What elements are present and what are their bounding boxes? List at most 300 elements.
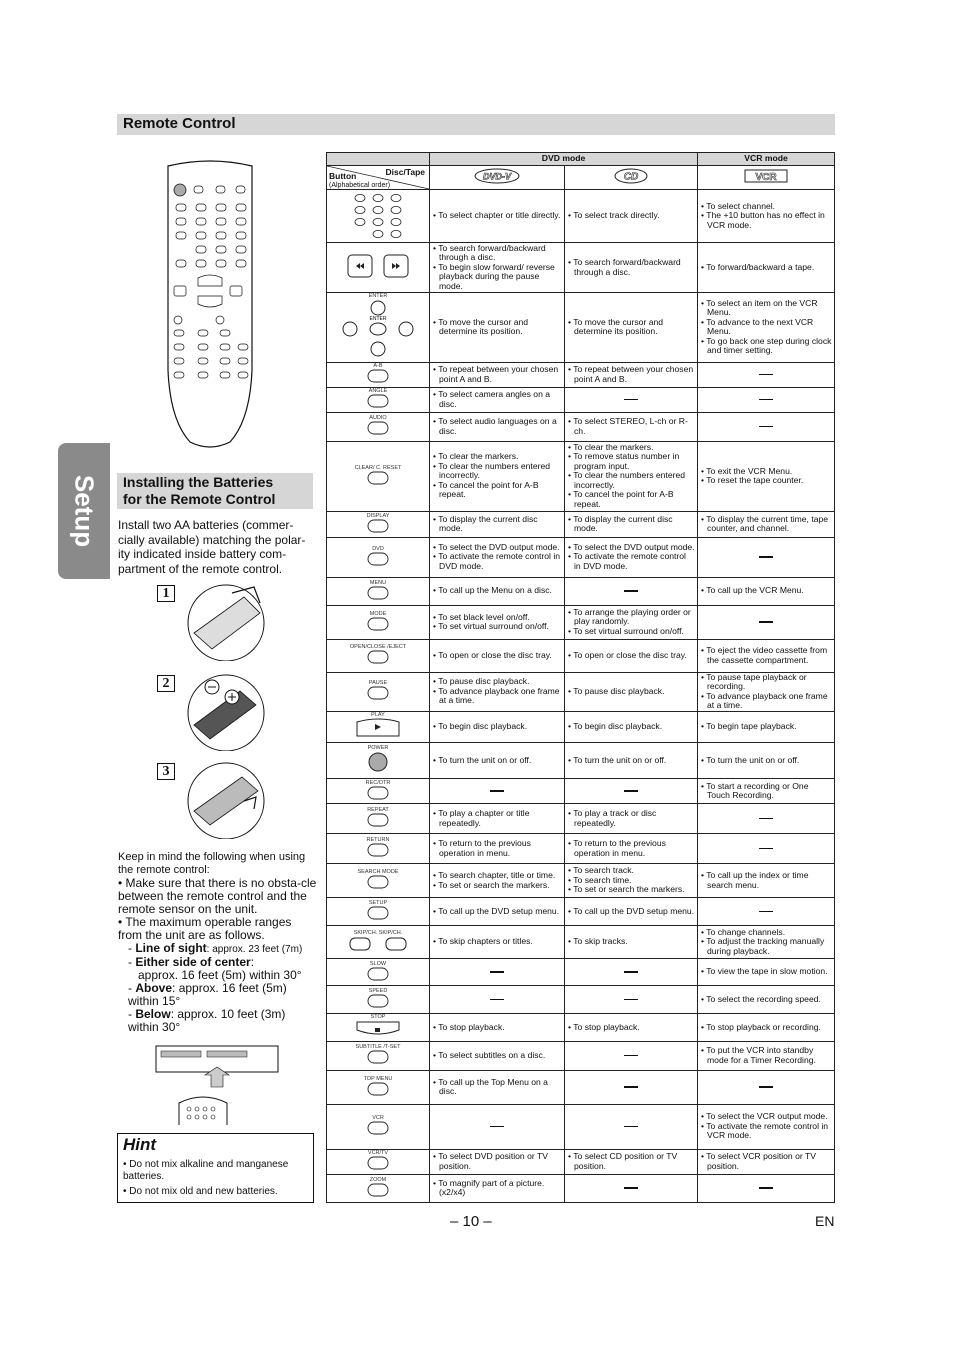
cell-dvd-text: • To call up the DVD setup menu. [433, 905, 560, 916]
battery-step-2-illustration [184, 673, 268, 751]
button-cell [327, 1041, 430, 1070]
range-above: - Above: approx. 16 feet (5m) within 15° [128, 981, 287, 1008]
button-label: SKIP/CH. SKIP/CH. [353, 929, 403, 936]
cell-vcr [698, 1070, 835, 1104]
table-row [327, 986, 835, 1014]
button-cell [327, 672, 430, 711]
cell-dvd [430, 412, 565, 441]
cell-cd [565, 605, 698, 639]
button-label: DVD [372, 545, 384, 552]
batteries-heading [117, 473, 313, 509]
button-cell [327, 577, 430, 605]
cell-cd-text: • To call up the DVD setup menu. [568, 905, 695, 916]
hint-title: Hint [123, 1135, 157, 1154]
cell-cd [565, 412, 698, 441]
header-dvd-mode: DVD mode [430, 153, 698, 166]
table-row [327, 959, 835, 986]
cell-dvd-text: • To search chapter, title or time. • To set or search the markers. [433, 870, 556, 890]
cell-cd-text: • To search track. • To search time. • To set or search the markers. [568, 865, 685, 895]
cell-dvd [430, 986, 565, 1014]
remote-button-icon [367, 592, 389, 602]
cell-dvd-text: • To select subtitles on a disc. [433, 1049, 546, 1060]
page-number: – 10 – [450, 1213, 492, 1230]
cell-dvd [430, 1174, 565, 1202]
cell-dvd-text: • To select audio languages on a disc. [433, 416, 557, 436]
usage-notes [118, 851, 318, 1034]
remote-button-icon [340, 316, 416, 361]
remote-button-icon [367, 623, 389, 633]
cell-vcr [698, 1174, 835, 1202]
remote-button-icon [367, 881, 389, 891]
table-row [327, 1104, 835, 1149]
button-label: REPEAT [367, 807, 389, 814]
table-row [327, 743, 835, 779]
batteries-heading-line1: Installing the Batteries [123, 474, 274, 490]
button-cell [327, 779, 430, 804]
cell-dvd-text: • To call up the Menu on a disc. [433, 585, 552, 596]
range-below: - Below: approx. 10 feet (3m) within 30° [128, 1007, 286, 1034]
cell-dvd-text: • To set black level on/off. • To set virtual surround on/off. [433, 611, 549, 631]
cell-cd-text: • To move the cursor and determine its position. [568, 316, 664, 337]
remote-button-icon [367, 477, 389, 487]
cell-dvd [430, 190, 565, 243]
not-applicable-dash [624, 1126, 638, 1128]
button-cell [327, 986, 430, 1014]
button-cell [327, 362, 430, 387]
remote-button-icon [355, 732, 401, 742]
button-cell [327, 1104, 430, 1149]
button-cell [327, 387, 430, 412]
cell-dvd [430, 293, 565, 363]
button-label: SLOW [369, 960, 387, 967]
notes-lead: Keep in mind the following when using the remote control: [118, 851, 306, 876]
range-below-label: Below [135, 1007, 171, 1021]
button-label: REC/OTR [365, 779, 391, 786]
button-cell [327, 926, 430, 959]
cell-vcr-text: • To start a recording or One Touch Recording. [701, 780, 809, 800]
cell-dvd [430, 834, 565, 864]
cell-dvd-text: • To clear the markers. • To clear the numbers entered incorrectly. • To cancel the point for A-B repeat. [433, 451, 551, 500]
remote-button-icon [367, 1127, 389, 1137]
not-applicable-dash [624, 590, 638, 592]
button-cell [327, 864, 430, 898]
cell-dvd-text: • To turn the unit on or off. [433, 754, 532, 765]
cell-vcr [698, 1149, 835, 1174]
button-cell [327, 898, 430, 926]
cell-vcr [698, 926, 835, 959]
cell-vcr-text: • To select VCR position or TV position. [701, 1151, 816, 1171]
cell-vcr-text: • To call up the VCR Menu. [701, 585, 804, 596]
button-label: MODE [369, 610, 387, 617]
cell-vcr-text: • To select the recording speed. [701, 993, 821, 1004]
table-row [327, 577, 835, 605]
cell-cd [565, 834, 698, 864]
cell-vcr [698, 834, 835, 864]
step-number-3: 3 [157, 763, 175, 780]
cell-dvd [430, 711, 565, 743]
button-label: SUBTITLE /T-SET [355, 1044, 401, 1051]
not-applicable-dash [624, 999, 638, 1001]
remote-button-icon [367, 765, 389, 775]
not-applicable-dash [490, 971, 504, 973]
cell-dvd-text: • To pause disc playback. • To advance playback one frame at a time. [433, 676, 560, 706]
logo-cd [565, 166, 698, 190]
not-applicable-dash [490, 1126, 504, 1128]
not-applicable-dash [624, 790, 638, 792]
not-applicable-dash [759, 556, 773, 558]
cell-cd-text: • To display the current disc mode. [568, 513, 673, 533]
button-cell [327, 190, 430, 243]
range-above-label: Above [135, 981, 173, 995]
cell-dvd [430, 243, 565, 293]
button-label: ANGLE [368, 388, 388, 395]
button-cell [327, 412, 430, 441]
table-row [327, 804, 835, 834]
button-label: PLAY [371, 711, 385, 718]
cell-dvd [430, 1014, 565, 1042]
cell-cd-text: • To play a track or disc repeatedly. [568, 808, 657, 828]
hint-item-1: • Do not mix alkaline and manganese batteries. [123, 1159, 289, 1182]
button-label: VCR [372, 1115, 384, 1122]
remote-button-icon [367, 427, 389, 437]
table-row [327, 1070, 835, 1104]
setup-tab-label: Setup [69, 474, 100, 548]
remote-button-icon [348, 944, 408, 954]
cell-dvd-text: • To magnify part of a picture. (x2/x4) [433, 1177, 545, 1197]
table-row [327, 243, 835, 293]
button-cell [327, 639, 430, 672]
table-row [327, 190, 835, 243]
not-applicable-dash [759, 426, 773, 428]
cell-cd [565, 190, 698, 243]
cell-vcr [698, 672, 835, 711]
remote-button-icon [367, 558, 389, 568]
cell-cd [565, 1014, 698, 1042]
cell-cd [565, 672, 698, 711]
cell-cd [565, 804, 698, 834]
cell-dvd-text: • To select the DVD output mode. • To activate the remote control in DVD mode. [433, 541, 561, 571]
cell-dvd-text: • To call up the Top Menu on a disc. [433, 1076, 548, 1096]
range-side-label: Either side of center [135, 955, 251, 969]
logo-vcr [698, 166, 835, 190]
cell-vcr-text: • To select channel. • The +10 button has no effect in VCR mode. [701, 200, 825, 230]
cell-cd [565, 1149, 698, 1174]
cell-dvd [430, 864, 565, 898]
cell-vcr-text: • To turn the unit on or off. [701, 754, 800, 765]
cell-dvd [430, 804, 565, 834]
cell-dvd-text: • To select DVD position or TV position. [433, 1151, 548, 1171]
remote-button-icon [367, 819, 389, 829]
cell-dvd-text: • To stop playback. [433, 1021, 505, 1032]
hint-box [117, 1133, 314, 1203]
cell-vcr [698, 864, 835, 898]
button-label: STOP [370, 1014, 386, 1020]
cell-vcr [698, 779, 835, 804]
button-label: POWER [367, 745, 389, 752]
cell-cd [565, 959, 698, 986]
cell-vcr-text: • To display the current time, tape counter, and channel. [701, 513, 829, 533]
table-row [327, 639, 835, 672]
cell-dvd-text: • To open or close the disc tray. [433, 649, 552, 660]
button-label: SETUP [368, 900, 388, 907]
cell-cd [565, 362, 698, 387]
button-label: ENTER [368, 293, 388, 299]
cell-cd-text: • To stop playback. [568, 1021, 640, 1032]
button-label: VCR/TV [367, 1150, 389, 1157]
battery-step-3-illustration [184, 761, 268, 839]
setup-side-tab [58, 443, 110, 579]
remote-button-icon [367, 400, 389, 410]
cell-dvd [430, 605, 565, 639]
cell-dvd [430, 959, 565, 986]
cell-dvd-text: • To select camera angles on a disc. [433, 389, 551, 409]
cell-cd [565, 779, 698, 804]
cell-cd-text: • To begin disc playback. [568, 721, 663, 731]
button-label: TOP MENU [363, 1075, 393, 1082]
cell-cd-text: • To turn the unit on or off. [568, 754, 667, 765]
cell-cd [565, 441, 698, 511]
not-applicable-dash [624, 399, 638, 401]
batteries-intro: Install two AA batteries (commer-cially available) matching the polar-ity indicated inside battery com-partment of the remote control. [118, 518, 306, 576]
cell-cd [565, 898, 698, 926]
cell-vcr-text: • To view the tape in slow motion. [701, 966, 828, 977]
table-row [327, 1149, 835, 1174]
not-applicable-dash [490, 999, 504, 1001]
cell-vcr [698, 1014, 835, 1042]
table-row [327, 362, 835, 387]
remote-button-icon [367, 1162, 389, 1172]
table-row [327, 834, 835, 864]
cell-cd [565, 293, 698, 363]
button-cell [327, 1014, 430, 1042]
button-cell [327, 441, 430, 511]
not-applicable-dash [759, 399, 773, 401]
cell-cd-text: • To return to the previous operation in menu. [568, 838, 666, 858]
button-cell [327, 511, 430, 537]
cell-dvd-text: • To search forward/backward through a disc. • To begin slow forward/ reverse playback during the pause mode. [433, 242, 555, 291]
header-alphabetical: (Alphabetical order) [329, 182, 391, 189]
cell-cd [565, 1104, 698, 1149]
button-cell [327, 1070, 430, 1104]
cell-dvd-text: • To skip chapters or titles. [433, 936, 533, 947]
logo-vcr-text: VCR [755, 172, 777, 184]
cell-vcr [698, 362, 835, 387]
cell-cd [565, 243, 698, 293]
cell-vcr-text: • To pause tape playback or recording. • To advance playback one frame at a time. [701, 671, 828, 710]
cell-cd-text: • To select the DVD output mode. • To activate the remote control in DVD mode. [568, 541, 695, 571]
cell-cd-text: • To select track directly. [568, 210, 660, 221]
cell-cd-text: • To arrange the playing order or play randomly. • To set virtual surround on/off. [568, 606, 691, 636]
unit-sensor-illustration [155, 1045, 279, 1125]
button-cell [327, 711, 430, 743]
step-number-1: 1 [157, 585, 175, 602]
button-label: AUDIO [369, 415, 387, 422]
cell-cd-text: • To pause disc playback. [568, 685, 665, 696]
cell-vcr-text: • To begin tape playback. [701, 721, 797, 731]
button-cell [327, 834, 430, 864]
section-header [117, 114, 835, 135]
cell-vcr-text: • To put the VCR into standby mode for a Timer Recording. [701, 1045, 816, 1065]
header-button-cell [327, 166, 430, 190]
cell-vcr-text: • To select an item on the VCR Menu. • To advance to the next VCR Menu. • To go back one step during clock and timer setting. [701, 297, 832, 356]
button-cell [327, 293, 430, 363]
table-row [327, 672, 835, 711]
notes-bullet-1: • Make sure that there is no obsta-cle between the remote control and the remote sensor on the unit. [118, 876, 317, 916]
table-row [327, 1014, 835, 1042]
cell-dvd [430, 639, 565, 672]
cell-dvd-text: • To display the current disc mode. [433, 513, 538, 533]
cell-dvd [430, 362, 565, 387]
range-side: - Either side of center: [128, 955, 255, 969]
button-label: ZOOM [369, 1176, 387, 1183]
not-applicable-dash [759, 621, 773, 623]
notes-bullet-2: • The maximum operable ranges from the unit are as follows. [118, 915, 292, 942]
battery-step-1-illustration [184, 583, 268, 661]
not-applicable-dash [759, 374, 773, 376]
header-disc-tape: Disc/Tape [385, 167, 425, 177]
cell-dvd-text: • To repeat between your chosen point A and B. [433, 364, 559, 384]
table-row [327, 1174, 835, 1202]
cell-vcr-text: • To eject the video cassette from the cassette compartment. [701, 645, 828, 665]
button-cell [327, 243, 430, 293]
table-row [327, 441, 835, 511]
not-applicable-dash [624, 1086, 638, 1088]
cell-dvd [430, 387, 565, 412]
cell-cd [565, 577, 698, 605]
cell-dvd [430, 441, 565, 511]
cell-vcr [698, 986, 835, 1014]
cell-cd [565, 387, 698, 412]
cell-vcr [698, 387, 835, 412]
button-cell [327, 743, 430, 779]
cell-dvd [430, 537, 565, 577]
cell-vcr [698, 190, 835, 243]
cell-vcr [698, 743, 835, 779]
cell-vcr [698, 898, 835, 926]
svg-text:ENTER: ENTER [369, 316, 387, 322]
button-label: SPEED [368, 988, 388, 995]
not-applicable-dash [759, 1086, 773, 1088]
cell-vcr-text: • To stop playback or recording. [701, 1021, 821, 1032]
cell-vcr [698, 639, 835, 672]
header-vcr-mode: VCR mode [698, 153, 835, 166]
not-applicable-dash [759, 818, 773, 820]
logo-dvd-video [430, 166, 565, 190]
table-row [327, 605, 835, 639]
not-applicable-dash [624, 1055, 638, 1057]
cell-cd-text: • To skip tracks. [568, 936, 628, 947]
cell-vcr [698, 605, 835, 639]
cell-dvd [430, 511, 565, 537]
range-los-label: Line of sight [135, 941, 207, 955]
cell-dvd [430, 577, 565, 605]
table-corner [327, 153, 430, 166]
cell-cd-text: • To search forward/backward through a disc. [568, 257, 681, 277]
cell-cd [565, 1174, 698, 1202]
header-button: Button [329, 171, 357, 181]
button-cell [327, 537, 430, 577]
not-applicable-dash [759, 911, 773, 913]
button-label: PAUSE [368, 680, 388, 687]
cell-dvd-text: • To move the cursor and determine its position. [433, 316, 529, 337]
cell-cd [565, 743, 698, 779]
cell-vcr [698, 577, 835, 605]
not-applicable-dash [624, 1187, 638, 1189]
button-cell [327, 1149, 430, 1174]
range-below-value: : approx. 10 feet (3m) within 30° [128, 1007, 286, 1034]
cell-cd [565, 1041, 698, 1070]
button-cell [327, 605, 430, 639]
table-row [327, 537, 835, 577]
cell-cd [565, 1070, 698, 1104]
cell-cd [565, 639, 698, 672]
section-title: Remote Control [123, 115, 236, 132]
table-row [327, 779, 835, 804]
not-applicable-dash [759, 848, 773, 850]
button-label: CLEAR/ C. RESET [354, 464, 402, 471]
cell-cd [565, 511, 698, 537]
table-row [327, 926, 835, 959]
cell-cd-text: • To select STEREO, L-ch or R-ch. [568, 416, 688, 436]
hint-item-2: • Do not mix old and new batteries. [123, 1186, 278, 1197]
logo-cd-text: CD [623, 171, 639, 183]
table-row [327, 711, 835, 743]
cell-dvd-text: • To play a chapter or title repeatedly. [433, 808, 530, 828]
cell-vcr [698, 1104, 835, 1149]
cell-dvd [430, 926, 565, 959]
cell-dvd-text: • To begin disc playback. [433, 721, 528, 731]
cell-vcr-text: • To exit the VCR Menu. • To reset the tape counter. [701, 465, 804, 485]
remote-button-icon [367, 849, 389, 859]
cell-cd [565, 711, 698, 743]
cell-cd-text: • To clear the markers. • To remove status number in program input. • To clear the numbers entered incorrectly. • To cancel the point for A-B repeat. [568, 441, 686, 509]
button-label: DISPLAY [366, 512, 390, 519]
range-above-value: : approx. 16 feet (5m) within 15° [128, 981, 287, 1008]
table-row [327, 898, 835, 926]
range-side-value: approx. 16 feet (5m) within 30° [138, 968, 302, 982]
remote-button-icon [367, 375, 389, 385]
cell-cd-text: • To open or close the disc tray. [568, 649, 687, 660]
cell-cd-text: • To select CD position or TV position. [568, 1151, 678, 1171]
cell-vcr [698, 804, 835, 834]
remote-button-icon [367, 912, 389, 922]
cell-dvd [430, 1104, 565, 1149]
table-row [327, 293, 835, 363]
table-row [327, 412, 835, 441]
button-label: OPEN/CLOSE /EJECT [349, 644, 407, 651]
cell-dvd [430, 1041, 565, 1070]
cell-dvd [430, 1070, 565, 1104]
remote-button-icon [367, 1088, 389, 1098]
remote-functions-table [326, 152, 835, 1203]
cell-vcr-text: • To forward/backward a tape. [701, 261, 815, 272]
cell-vcr [698, 537, 835, 577]
button-label: A-B [373, 363, 383, 370]
button-cell [327, 959, 430, 986]
cell-dvd-text: • To select chapter or title directly. [433, 210, 561, 221]
cell-vcr [698, 243, 835, 293]
remote-button-icon [367, 692, 389, 702]
remote-button-icon [367, 792, 389, 802]
not-applicable-dash [490, 790, 504, 792]
remote-control-illustration [160, 160, 260, 450]
logo-dvd-text: DVD-V [482, 171, 512, 182]
table-row [327, 511, 835, 537]
button-label: SEARCH MODE [357, 869, 399, 876]
remote-button-icon [367, 1000, 389, 1010]
cell-vcr [698, 293, 835, 363]
cell-dvd [430, 672, 565, 711]
